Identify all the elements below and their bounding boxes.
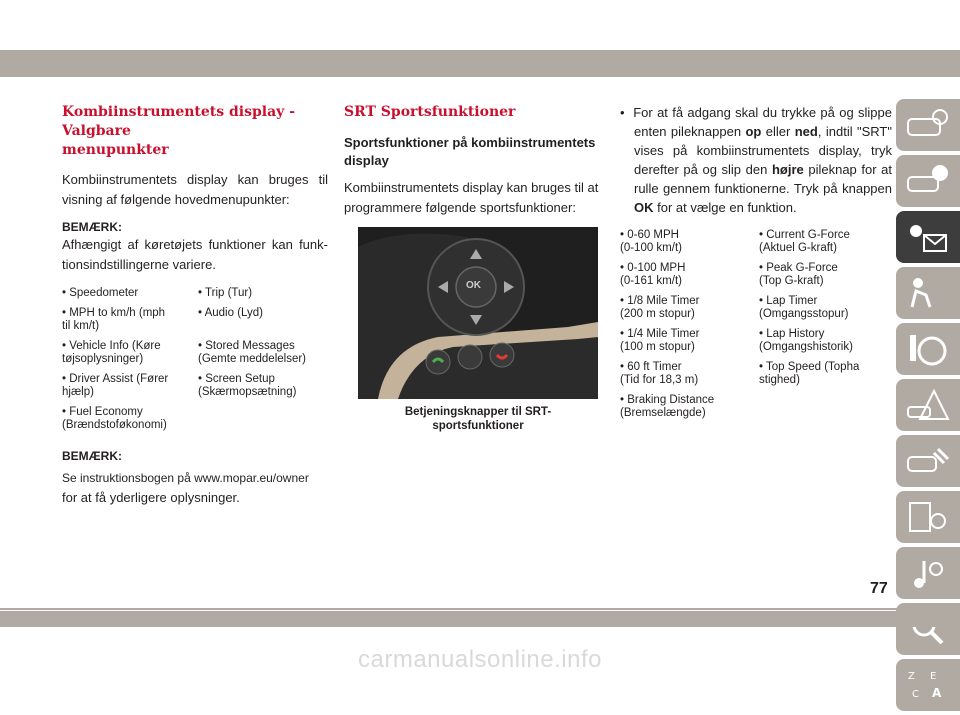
steering-wheel-icon [358, 227, 598, 399]
airbag-person-icon [904, 273, 952, 313]
section-heading [62, 103, 328, 160]
dashboard-lights-icon [904, 217, 952, 257]
note-title: BEMÆRK: [62, 220, 122, 234]
menu-items-list [62, 287, 328, 432]
list-item [198, 406, 328, 432]
music-location-icon [904, 553, 952, 593]
bottom-band [0, 611, 960, 627]
heading-line-1: Kombiinstrumentets display - Valgbare [62, 104, 296, 139]
sport-functions-list [620, 229, 892, 420]
car-search-icon [904, 105, 952, 145]
access-instruction: • For at få adgang skal du trykke på og slippe enten pileknappen op eller ned, indtil "SRT" vises på kombiinstrumentets display, tryk derefter på og slip den højre pileknap for at rulle gennem funktionerne. Tryk på knappen OK for at vælge en funktion. [620, 105, 893, 215]
list-item: • 1/4 Mile Timer (100 m stopur) [620, 328, 700, 353]
car-info-icon [904, 161, 952, 201]
srt-subheading: Sportsfunktioner på kombiinstrumentets display [344, 135, 596, 168]
ok-button-label: OK [466, 280, 481, 291]
bottom-rule [0, 608, 960, 610]
list-item: • 0-60 MPH (0-100 km/t) [620, 229, 682, 254]
note-text-2-line2: for at få yderligere oplysninger. [62, 490, 240, 505]
wrench-car-icon [904, 441, 952, 481]
watermark: carmanualsonline.info [358, 646, 602, 673]
svg-text:A: A [932, 686, 942, 700]
column-instructions [620, 103, 892, 420]
list-item: • Top Speed (Topha stighed) [759, 361, 860, 386]
srt-heading: SRT Sportsfunktioner [344, 104, 516, 120]
list-item: • Speedometer [62, 287, 139, 299]
list-item: • Trip (Tur) [198, 287, 253, 299]
tab-wrench[interactable] [896, 435, 960, 487]
instr-part-5: for at vælge en funktion. [653, 200, 797, 215]
intro-text: Kombiinstrumentets display kan bruges til visning af følgende hovedmenupunkter: [62, 172, 328, 207]
list-item: • Audio (Lyd) [198, 307, 263, 319]
tab-car-info[interactable] [896, 155, 960, 207]
instr-part-3: , indtil "SRT" vises på kombiinstrumentets display, tryk derefter på og slip den [634, 124, 892, 177]
checklist-gear-icon [904, 497, 952, 537]
srt-intro: Kombiinstrumentets display kan bruges til at programmere følgende sportsfunktioner: [344, 180, 599, 215]
column-srt [344, 103, 612, 433]
instr-ok: OK [634, 200, 654, 215]
caption-line-2: sportsfunktioner [432, 420, 524, 432]
page-number: 77 [870, 580, 888, 597]
svg-text:E: E [930, 671, 937, 682]
list-item: • Lap History (Omgangshistorik) [759, 328, 853, 353]
instr-hojre: højre [771, 162, 804, 177]
list-item: • Stored Messages (Gemte meddelelser) [198, 340, 307, 365]
list-item: • Current G-Force (Aktuel G-kraft) [759, 229, 850, 254]
note-text-2-line1: Se instruktionsbogen på www.mopar.eu/owner [62, 471, 309, 485]
list-item: • Driver Assist (Fører hjælp) [62, 373, 169, 398]
instr-part-1: For at få adgang skal du trykke på og slippe enten pileknappen [633, 105, 892, 139]
list-item: • 1/8 Mile Timer (200 m stopur) [620, 295, 700, 320]
steering-wheel-controls-image [358, 227, 598, 399]
column-menu-items [62, 103, 328, 515]
image-caption [344, 405, 612, 433]
list-item: • Vehicle Info (Køre tøjsoplysninger) [62, 340, 161, 365]
tab-dashboard[interactable] [896, 211, 960, 263]
note-title-2: BEMÆRK: [62, 449, 122, 463]
caption-line-1: Betjeningsknapper til SRT- [404, 406, 552, 418]
warning-car-icon [904, 385, 952, 425]
list-item: • Peak G-Force (Top G-kraft) [759, 262, 838, 287]
svg-text:Z: Z [908, 671, 915, 682]
tab-airbag[interactable] [896, 267, 960, 319]
instr-part-4: pileknap for at rulle gennem funktionerne. Tryk på knappen [634, 162, 893, 196]
tab-music[interactable] [896, 547, 960, 599]
heading-line-2: menupunkter [62, 142, 169, 158]
note-text-2 [62, 468, 328, 507]
list-item: • Braking Distance (Bremselængde) [620, 394, 715, 419]
tab-car-search[interactable] [896, 99, 960, 151]
top-band [0, 50, 960, 77]
list-item: • MPH to km/h (mph til km/t) [62, 307, 166, 332]
svg-text:C: C [912, 689, 919, 700]
tab-warning[interactable] [896, 379, 960, 431]
list-item [759, 394, 892, 420]
list-item: • Lap Timer (Omgangsstopur) [759, 295, 849, 320]
list-item: • 0-100 MPH (0-161 km/t) [620, 262, 686, 287]
instr-op: op [745, 124, 762, 139]
note-text: Afhængigt af køretøjets funktioner kan funktionsindstillingerne variere. [62, 237, 328, 272]
steering-wheel-icon [904, 329, 952, 369]
list-item: • Screen Setup (Skærmopsætning) [198, 373, 297, 398]
tab-steering[interactable] [896, 323, 960, 375]
instr-ned: ned [794, 124, 818, 139]
instr-part-2: eller [761, 124, 795, 139]
list-item: • 60 ft Timer (Tid for 18,3 m) [620, 361, 699, 386]
tab-checklist[interactable] [896, 491, 960, 543]
list-item: • Fuel Economy (Brændstoføkonomi) [62, 406, 167, 431]
